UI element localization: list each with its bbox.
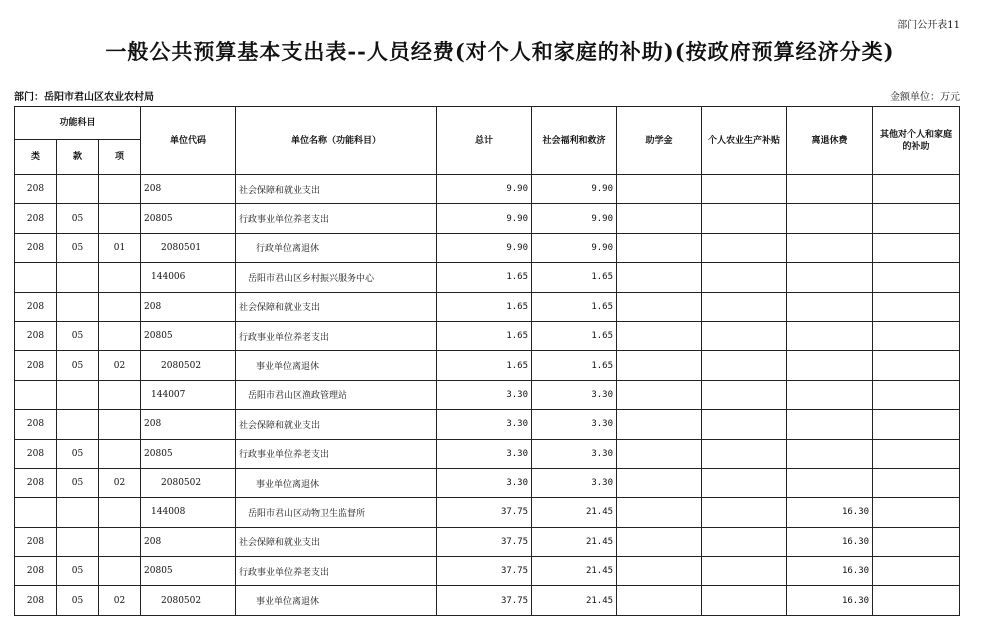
cell-total: 1.65 [437,321,532,350]
cell-retire [787,468,873,497]
cell-retire [787,410,873,439]
cell-grant [617,204,702,233]
cell-code: 208 [141,410,236,439]
cell-retire [787,351,873,380]
cell-welfare: 21.45 [532,498,617,527]
header-kuan: 款 [57,140,99,175]
table-row [15,410,960,439]
cell-grant [617,586,702,615]
cell-total: 1.65 [437,351,532,380]
header-total: 总计 [437,107,532,175]
table-row [15,204,960,233]
cell-kuan: 05 [57,557,99,586]
cell-other [873,204,960,233]
cell-xiang [99,557,141,586]
cell-retire [787,175,873,204]
cell-xiang [99,498,141,527]
header-agri: 个人农业生产补贴 [702,107,787,175]
cell-xiang [99,527,141,556]
cell-kuan: 05 [57,204,99,233]
cell-grant [617,263,702,292]
cell-lei: 208 [15,439,57,468]
table-row [15,468,960,497]
cell-welfare: 9.90 [532,204,617,233]
table-row [15,292,960,321]
cell-code: 144006 [141,263,236,292]
budget-table [14,106,960,616]
cell-grant [617,233,702,262]
cell-xiang: 02 [99,468,141,497]
cell-other [873,527,960,556]
cell-name: 行政事业单位养老支出 [236,439,437,468]
cell-other [873,263,960,292]
cell-total: 3.30 [437,468,532,497]
cell-kuan: 05 [57,233,99,262]
cell-kuan: 05 [57,351,99,380]
cell-kuan: 05 [57,439,99,468]
cell-lei: 208 [15,527,57,556]
cell-name: 行政事业单位养老支出 [236,557,437,586]
cell-grant [617,292,702,321]
cell-welfare: 3.30 [532,439,617,468]
cell-name: 事业单位离退休 [236,351,437,380]
cell-agri [702,498,787,527]
cell-retire [787,204,873,233]
cell-welfare: 9.90 [532,175,617,204]
cell-grant [617,498,702,527]
cell-welfare: 1.65 [532,351,617,380]
cell-code: 2080502 [141,468,236,497]
cell-lei: 208 [15,410,57,439]
cell-retire: 16.30 [787,586,873,615]
cell-agri [702,351,787,380]
cell-grant [617,321,702,350]
cell-name: 社会保障和就业支出 [236,527,437,556]
cell-total: 37.75 [437,586,532,615]
cell-total: 3.30 [437,380,532,409]
cell-code: 2080502 [141,586,236,615]
cell-agri [702,204,787,233]
cell-name: 事业单位离退休 [236,468,437,497]
cell-retire [787,439,873,468]
cell-agri [702,263,787,292]
cell-total: 9.90 [437,233,532,262]
cell-code: 208 [141,292,236,321]
cell-name: 岳阳市君山区渔政管理站 [236,380,437,409]
table-row [15,439,960,468]
cell-code: 144007 [141,380,236,409]
cell-name: 行政事业单位养老支出 [236,204,437,233]
cell-name: 社会保障和就业支出 [236,292,437,321]
cell-agri [702,439,787,468]
cell-xiang: 02 [99,351,141,380]
cell-total: 37.75 [437,527,532,556]
cell-kuan: 05 [57,586,99,615]
cell-retire [787,292,873,321]
cell-lei: 208 [15,586,57,615]
cell-code: 2080501 [141,233,236,262]
cell-kuan [57,292,99,321]
cell-kuan [57,527,99,556]
cell-total: 37.75 [437,557,532,586]
cell-welfare: 21.45 [532,586,617,615]
cell-grant [617,557,702,586]
cell-total: 37.75 [437,498,532,527]
cell-retire: 16.30 [787,498,873,527]
cell-kuan [57,263,99,292]
cell-lei [15,263,57,292]
cell-total: 1.65 [437,263,532,292]
department-label: 部门：岳阳市君山区农业农村局 [14,92,154,103]
cell-welfare: 21.45 [532,527,617,556]
cell-xiang [99,263,141,292]
cell-lei: 208 [15,175,57,204]
cell-total: 1.65 [437,292,532,321]
amount-unit-label: 金额单位：万元 [890,92,960,103]
cell-other [873,351,960,380]
cell-other [873,380,960,409]
table-row [15,321,960,350]
cell-name: 行政单位离退休 [236,233,437,262]
cell-kuan [57,498,99,527]
cell-other [873,498,960,527]
cell-agri [702,557,787,586]
cell-total: 9.90 [437,175,532,204]
cell-code: 208 [141,175,236,204]
cell-code: 20805 [141,439,236,468]
cell-other [873,586,960,615]
cell-grant [617,380,702,409]
header-name: 单位名称（功能科目） [236,107,437,175]
cell-other [873,321,960,350]
cell-agri [702,380,787,409]
header-retire: 离退休费 [787,107,873,175]
cell-other [873,557,960,586]
header-welfare: 社会福利和救济 [532,107,617,175]
cell-xiang [99,292,141,321]
cell-xiang [99,204,141,233]
table-row [15,351,960,380]
cell-agri [702,410,787,439]
cell-lei [15,498,57,527]
cell-agri [702,468,787,497]
cell-agri [702,292,787,321]
cell-xiang [99,410,141,439]
cell-kuan [57,380,99,409]
table-row [15,557,960,586]
cell-grant [617,527,702,556]
table-row [15,498,960,527]
cell-grant [617,468,702,497]
header-other: 其他对个人和家庭的补助 [873,107,960,175]
cell-name: 事业单位离退休 [236,586,437,615]
table-row [15,263,960,292]
table-row [15,586,960,615]
cell-lei: 208 [15,468,57,497]
cell-name: 社会保障和就业支出 [236,175,437,204]
cell-grant [617,410,702,439]
cell-welfare: 9.90 [532,233,617,262]
header-lei: 类 [15,140,57,175]
cell-code: 20805 [141,321,236,350]
cell-welfare: 3.30 [532,410,617,439]
cell-grant [617,175,702,204]
cell-retire [787,321,873,350]
cell-agri [702,175,787,204]
cell-grant [617,351,702,380]
cell-lei [15,380,57,409]
cell-kuan: 05 [57,321,99,350]
cell-name: 岳阳市君山区动物卫生监督所 [236,498,437,527]
cell-retire [787,380,873,409]
header-xiang: 项 [99,140,141,175]
cell-other [873,233,960,262]
page-title: 一般公共预算基本支出表--人员经费(对个人和家庭的补助)(按政府预算经济分类) [105,39,895,64]
cell-retire [787,263,873,292]
cell-welfare: 1.65 [532,263,617,292]
cell-xiang [99,321,141,350]
table-row [15,527,960,556]
cell-agri [702,586,787,615]
cell-grant [617,439,702,468]
cell-lei: 208 [15,557,57,586]
cell-retire: 16.30 [787,527,873,556]
cell-welfare: 21.45 [532,557,617,586]
cell-code: 20805 [141,557,236,586]
header-grant: 助学金 [617,107,702,175]
table-row [15,233,960,262]
cell-kuan [57,175,99,204]
cell-code: 144008 [141,498,236,527]
cell-kuan: 05 [57,468,99,497]
table-row [15,380,960,409]
table-body [15,175,960,616]
cell-other [873,439,960,468]
cell-code: 2080502 [141,351,236,380]
cell-xiang: 02 [99,586,141,615]
cell-retire [787,233,873,262]
cell-agri [702,321,787,350]
header-code: 单位代码 [141,107,236,175]
header-func-group: 功能科目 [15,107,141,140]
cell-welfare: 1.65 [532,321,617,350]
cell-lei: 208 [15,204,57,233]
cell-agri [702,233,787,262]
table-row [15,175,960,204]
cell-retire: 16.30 [787,557,873,586]
cell-code: 20805 [141,204,236,233]
cell-total: 3.30 [437,410,532,439]
cell-lei: 208 [15,351,57,380]
cell-xiang [99,439,141,468]
cell-name: 行政事业单位养老支出 [236,321,437,350]
cell-total: 9.90 [437,204,532,233]
cell-other [873,468,960,497]
cell-other [873,410,960,439]
cell-total: 3.30 [437,439,532,468]
cell-other [873,175,960,204]
cell-lei: 208 [15,321,57,350]
cell-xiang [99,175,141,204]
cell-welfare: 3.30 [532,380,617,409]
cell-agri [702,527,787,556]
table-number-tag: 部门公开表11 [897,20,960,31]
cell-other [873,292,960,321]
cell-xiang: 01 [99,233,141,262]
cell-welfare: 3.30 [532,468,617,497]
cell-xiang [99,380,141,409]
cell-kuan [57,410,99,439]
cell-welfare: 1.65 [532,292,617,321]
cell-name: 岳阳市君山区乡村振兴服务中心 [236,263,437,292]
cell-code: 208 [141,527,236,556]
cell-lei: 208 [15,233,57,262]
cell-name: 社会保障和就业支出 [236,410,437,439]
cell-lei: 208 [15,292,57,321]
